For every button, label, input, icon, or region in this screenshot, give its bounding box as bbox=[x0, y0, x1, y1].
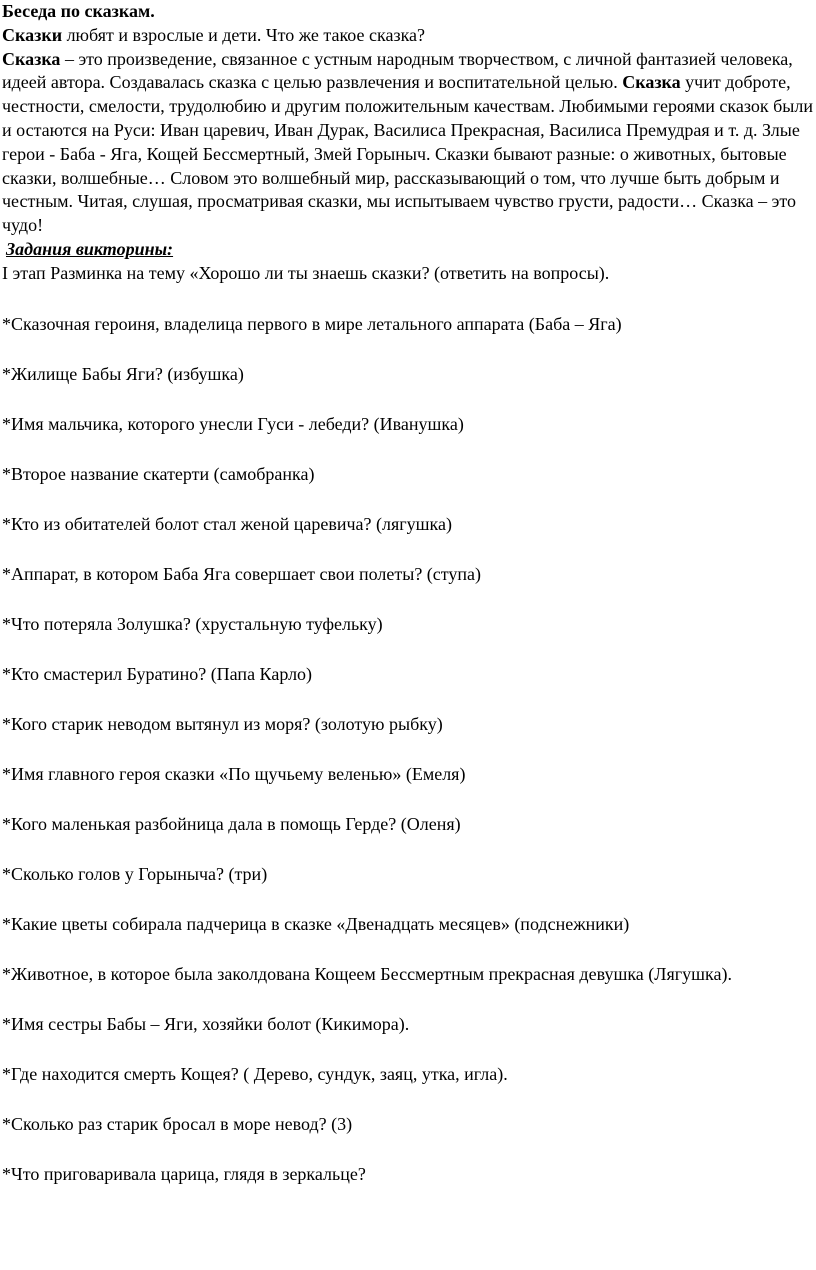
page-title: Беседа по сказкам. bbox=[2, 1, 155, 21]
question-item: *Что потеряла Золушка? (хрустальную туфельку) bbox=[2, 613, 383, 634]
intro-p2-bold: Сказка bbox=[2, 48, 61, 69]
question-item: *Где находится смерть Кощея? ( Дерево, сундук, заяц, утка, игла). bbox=[2, 1063, 508, 1084]
question-item: *Кого старик неводом вытянул из моря? (золотую рыбку) bbox=[2, 713, 443, 734]
intro-p1-bold: Сказки bbox=[2, 24, 63, 45]
question-item: *Что приговаривала царица, глядя в зеркальце? bbox=[2, 1163, 366, 1184]
question-item: *Имя главного героя сказки «По щучьему веленью» (Емеля) bbox=[2, 763, 466, 784]
question-item: *Кто смастерил Буратино? (Папа Карло) bbox=[2, 663, 313, 684]
question-item: *Имя мальчика, которого унесли Гуси - лебеди? (Иванушка) bbox=[2, 413, 464, 434]
quiz-heading-line bbox=[2, 238, 814, 262]
question-item: *Аппарат, в котором Баба Яга совершает свои полеты? (ступа) bbox=[2, 563, 482, 584]
question-list bbox=[2, 312, 814, 1186]
intro-p2-text-a: – это произведение, связанное с устным народным творчеством, с личной фантазией человека, идеей автора. Создавалась сказка с целью развлечения и воспитательной целью. bbox=[2, 48, 793, 93]
question-item: *Кого маленькая разбойница дала в помощь Герде? (Оленя) bbox=[2, 813, 461, 834]
question-item: *Второе название скатерти (самобранка) bbox=[2, 463, 315, 484]
question-item: *Животное, в которое была заколдована Кощеем Бессмертным прекрасная девушка (Лягушка). bbox=[2, 963, 732, 984]
intro-p1-text: любят и взрослые и дети. Что же такое сказка? bbox=[62, 24, 426, 45]
question-item: *Жилище Бабы Яги? (избушка) bbox=[2, 363, 244, 384]
question-item: *Имя сестры Бабы – Яги, хозяйки болот (Кикимора). bbox=[2, 1013, 410, 1034]
question-item: *Сказочная героиня, владелица первого в мире летального аппарата (Баба – Яга) bbox=[2, 313, 622, 334]
intro-paragraph-2 bbox=[2, 48, 814, 238]
question-item: *Какие цветы собирала падчерица в сказке «Двенадцать месяцев» (подснежники) bbox=[2, 913, 630, 934]
intro-p2-text-b: учит доброте, честности, смелости, трудолюбию и другим положительным качествам. Любимыми героями сказок были и остаются на Руси: Иван царевич, Иван Дурак, Василиса Прекрасная, Василиса Премудрая и т. д. Злые герои - Баба - Яга, Кощей Бессмертный, Змей Горыныч. Сказки бывают разные: о животных, бытовые сказки, волшебные… Словом это волшебный мир, рассказывающий о том, что лучше быть добрым и честным. Читая, слушая, просматривая сказки, мы испытываем чувство грусти, радости… Сказка – это чудо! bbox=[2, 72, 813, 236]
question-item: *Кто из обитателей болот стал женой царевича? (лягушка) bbox=[2, 513, 452, 534]
stage-line: I этап Разминка на тему «Хорошо ли ты знаешь сказки? (ответить на вопросы). bbox=[2, 262, 610, 283]
question-item: *Сколько раз старик бросал в море невод? (3) bbox=[2, 1113, 353, 1134]
quiz-heading: Задания викторины: bbox=[6, 238, 174, 259]
intro-section bbox=[2, 0, 814, 238]
question-item: *Сколько голов у Горыныча? (три) bbox=[2, 863, 268, 884]
intro-p2-bold-2: Сказка bbox=[622, 72, 681, 93]
intro-paragraph-1 bbox=[2, 24, 814, 48]
